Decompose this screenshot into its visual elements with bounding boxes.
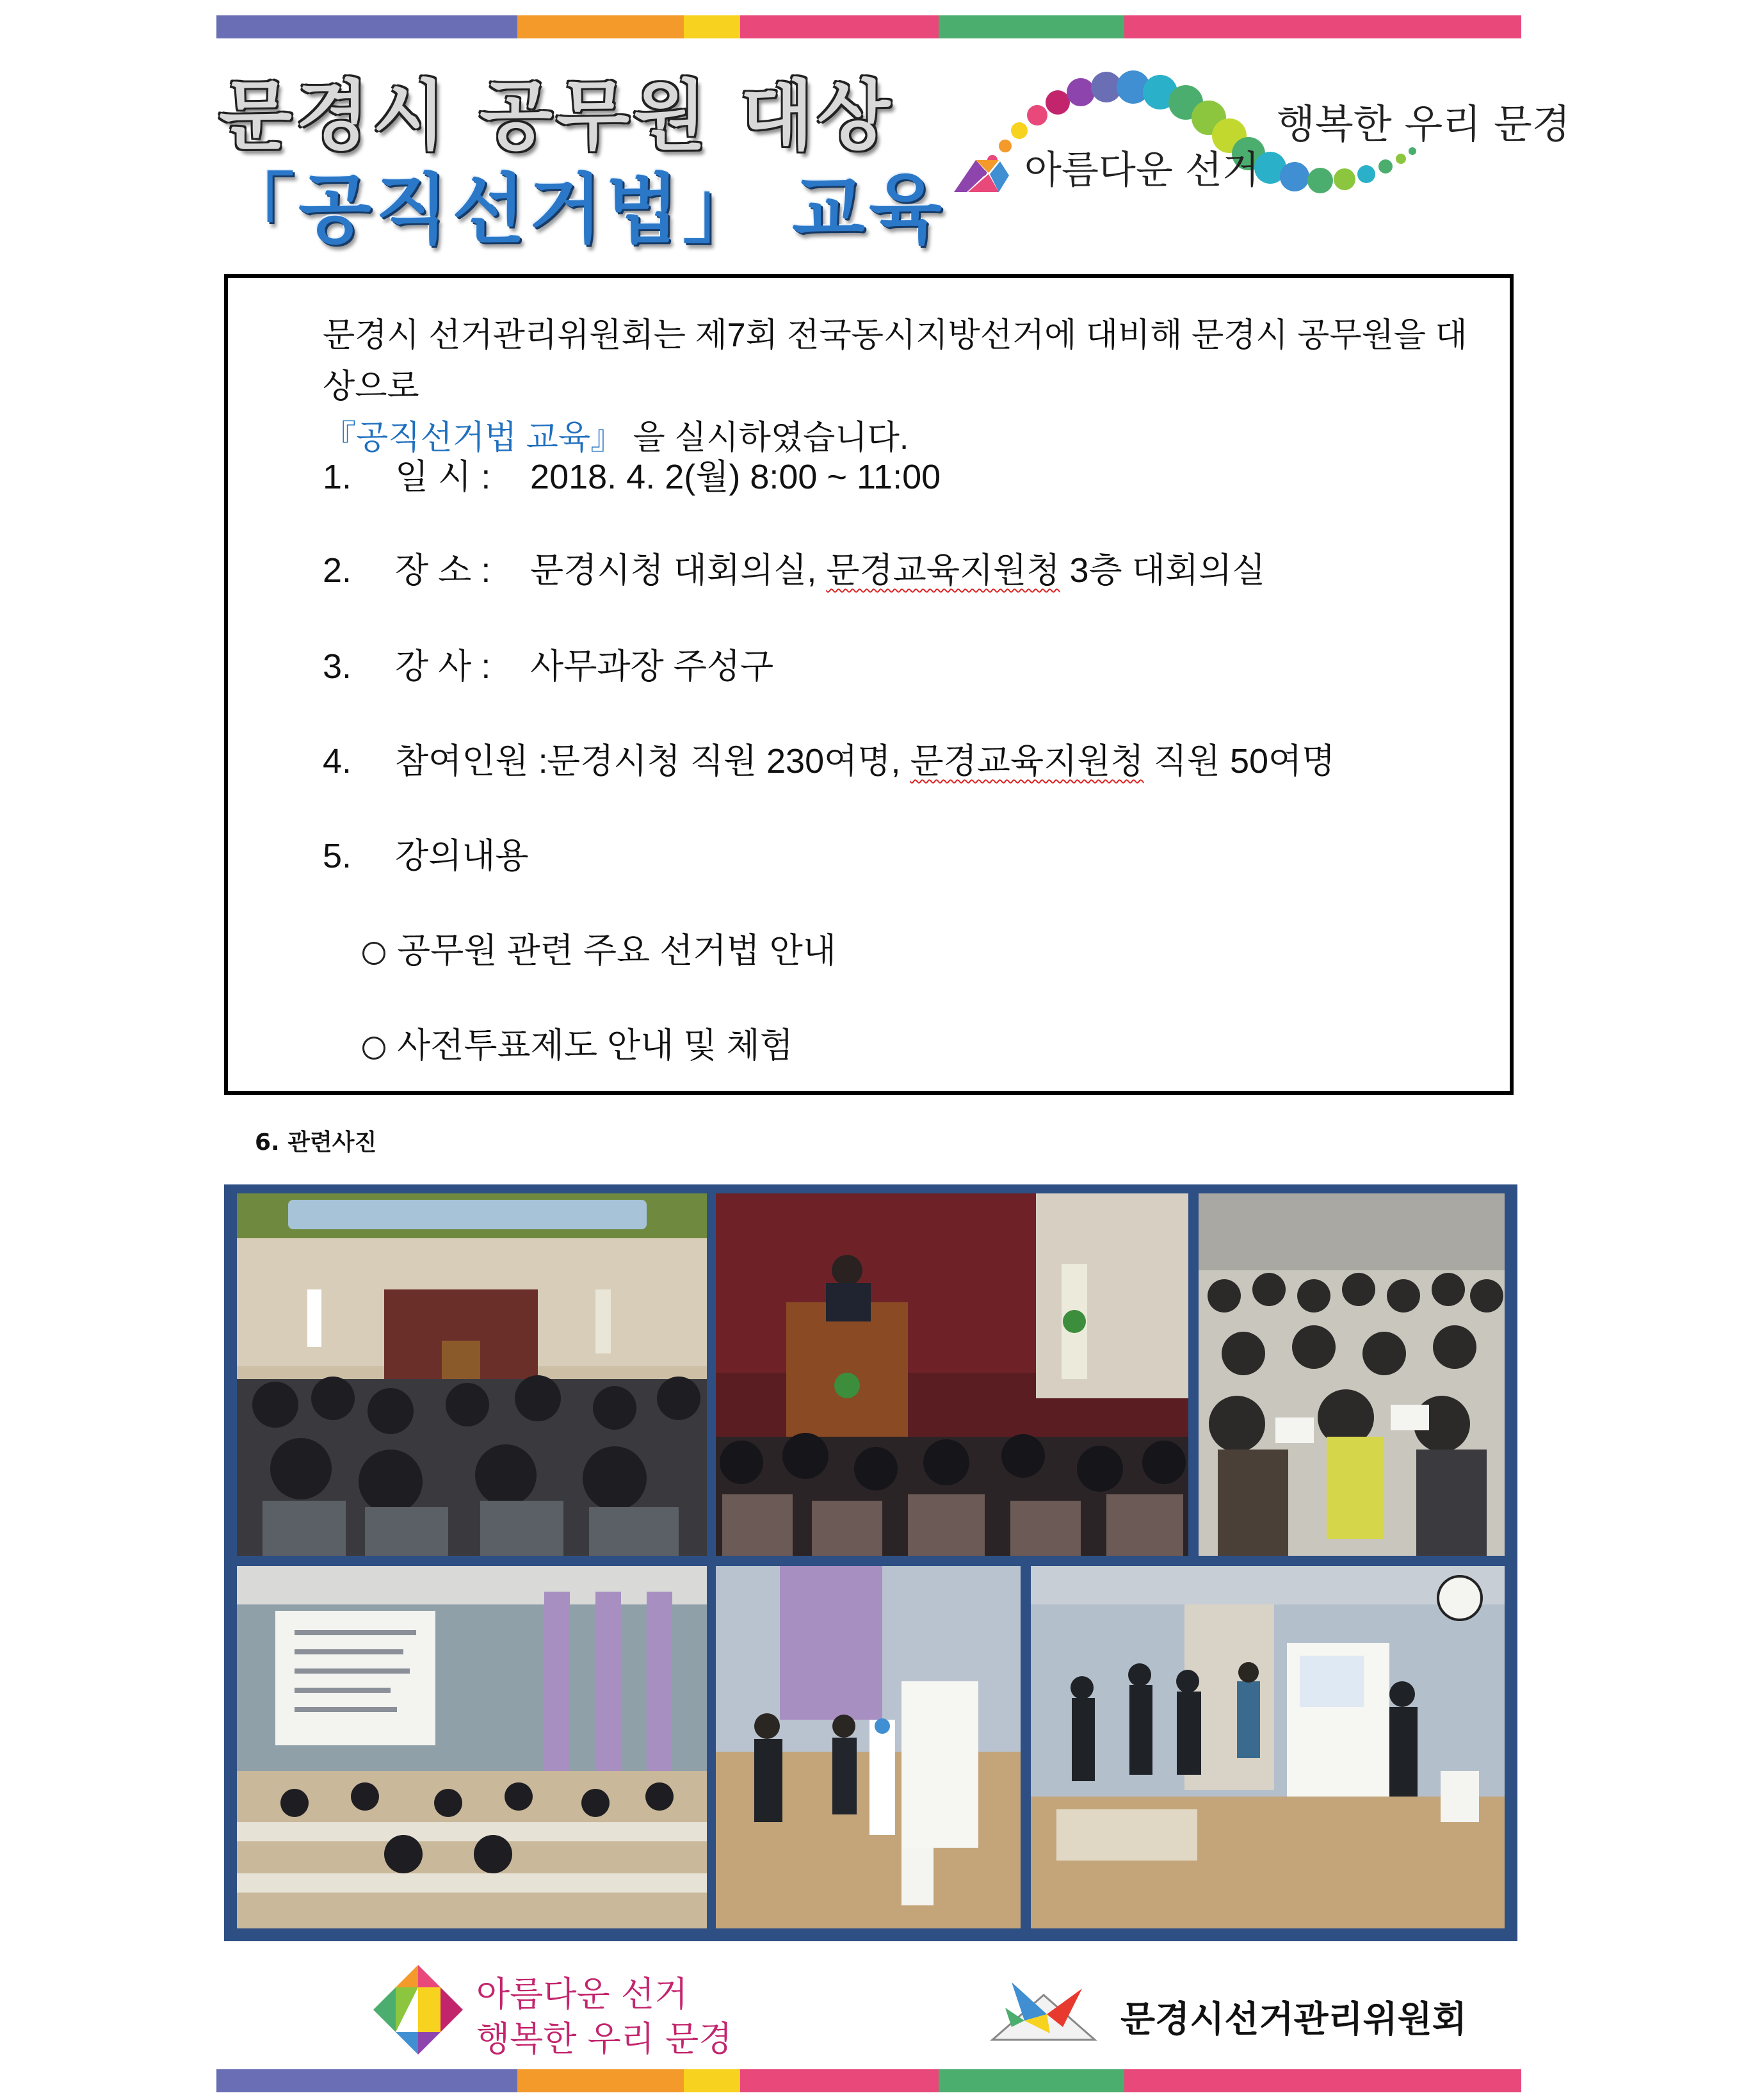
item-lecture-content [323, 828, 529, 878]
logo-text-beautiful-election: 아름다운 선거 [1024, 148, 1259, 193]
item-value: 2018. 4. 2(월) 8:00 ~ 11:00 [530, 458, 941, 496]
item-number: 5. [323, 837, 352, 875]
item-number: 2. [323, 551, 352, 590]
item-label: 강 사 : [395, 647, 491, 686]
item-label: 일 시 : [395, 458, 491, 496]
election-commission-emblem-icon [986, 1969, 1101, 2053]
footer-logo-left [370, 1962, 732, 2059]
item-value-underlined: 문경교육지원청 [826, 551, 1060, 590]
bullet-item [362, 1018, 793, 1067]
logo-text-happy-mungyeong: 행복한 우리 문경 [1277, 101, 1571, 147]
item-label: 장 소 : [395, 551, 491, 590]
item-value: 직원 50여명 [1144, 742, 1336, 780]
bullet-item [362, 923, 836, 973]
photo-voting-booth [716, 1566, 1021, 1928]
intro-highlight: 『공직선거법 교육』 [323, 419, 624, 456]
footer-slogan-line2: 행복한 우리 문경 [476, 2019, 732, 2059]
intro-text [323, 310, 1475, 464]
photo-lecture-hall-wide [237, 1193, 707, 1556]
election-diamond-logo-icon [370, 1962, 466, 2058]
footer-organization-name: 문경시선거관리위원회 [1120, 1999, 1467, 2040]
circle-bullet-icon [362, 942, 385, 965]
bullet-text: 사전투표제도 안내 및 체험 [397, 1026, 793, 1065]
bottom-color-stripe [216, 2069, 1521, 2092]
item-value: 3층 대회의실 [1060, 551, 1266, 590]
item-date [323, 449, 941, 499]
item-place [323, 543, 1265, 592]
item-value-underlined: 문경교육지원청 [910, 742, 1144, 780]
item-number: 3. [323, 647, 352, 686]
photos-section-label: 6. 관련사진 [255, 1129, 377, 1156]
bullet-text: 공무원 관련 주요 선거법 안내 [397, 932, 836, 970]
photo-voting-practice [1031, 1566, 1505, 1928]
info-box [224, 274, 1514, 1095]
item-value: 사무과장 주성구 [530, 647, 774, 686]
item-number: 4. [323, 742, 352, 780]
item-value: 문경시청 직원 230여명, [547, 742, 910, 780]
item-number: 1. [323, 458, 352, 496]
item-label: 참여인원 : [395, 742, 548, 780]
footer-slogan-line1: 아름다운 선거 [476, 1974, 688, 2014]
footer-logo-right [986, 1969, 1467, 2053]
photo-audience [1199, 1193, 1505, 1556]
item-participants [323, 734, 1335, 783]
item-lecturer [323, 639, 773, 688]
photo-speaker-podium [716, 1193, 1188, 1556]
item-label: 강의내용 [395, 837, 529, 875]
photo-presentation-screen [237, 1566, 707, 1928]
item-value: 문경시청 대회의실, [530, 551, 827, 590]
page-title-line2: 「공직선거법」 교육 [219, 165, 946, 254]
intro-line1: 문경시 선거관리위원회는 제7회 전국동시지방선거에 대비해 문경시 공무원을 대상으로 [323, 317, 1467, 405]
photo-grid [224, 1184, 1517, 1941]
page-title-line1: 문경시 공무원 대상 [219, 72, 894, 160]
top-color-stripe [216, 15, 1521, 38]
circle-bullet-icon [362, 1037, 385, 1060]
campaign-logo-top [948, 64, 1571, 218]
intro-line2-rest: 을 실시하였습니다. [624, 419, 909, 456]
